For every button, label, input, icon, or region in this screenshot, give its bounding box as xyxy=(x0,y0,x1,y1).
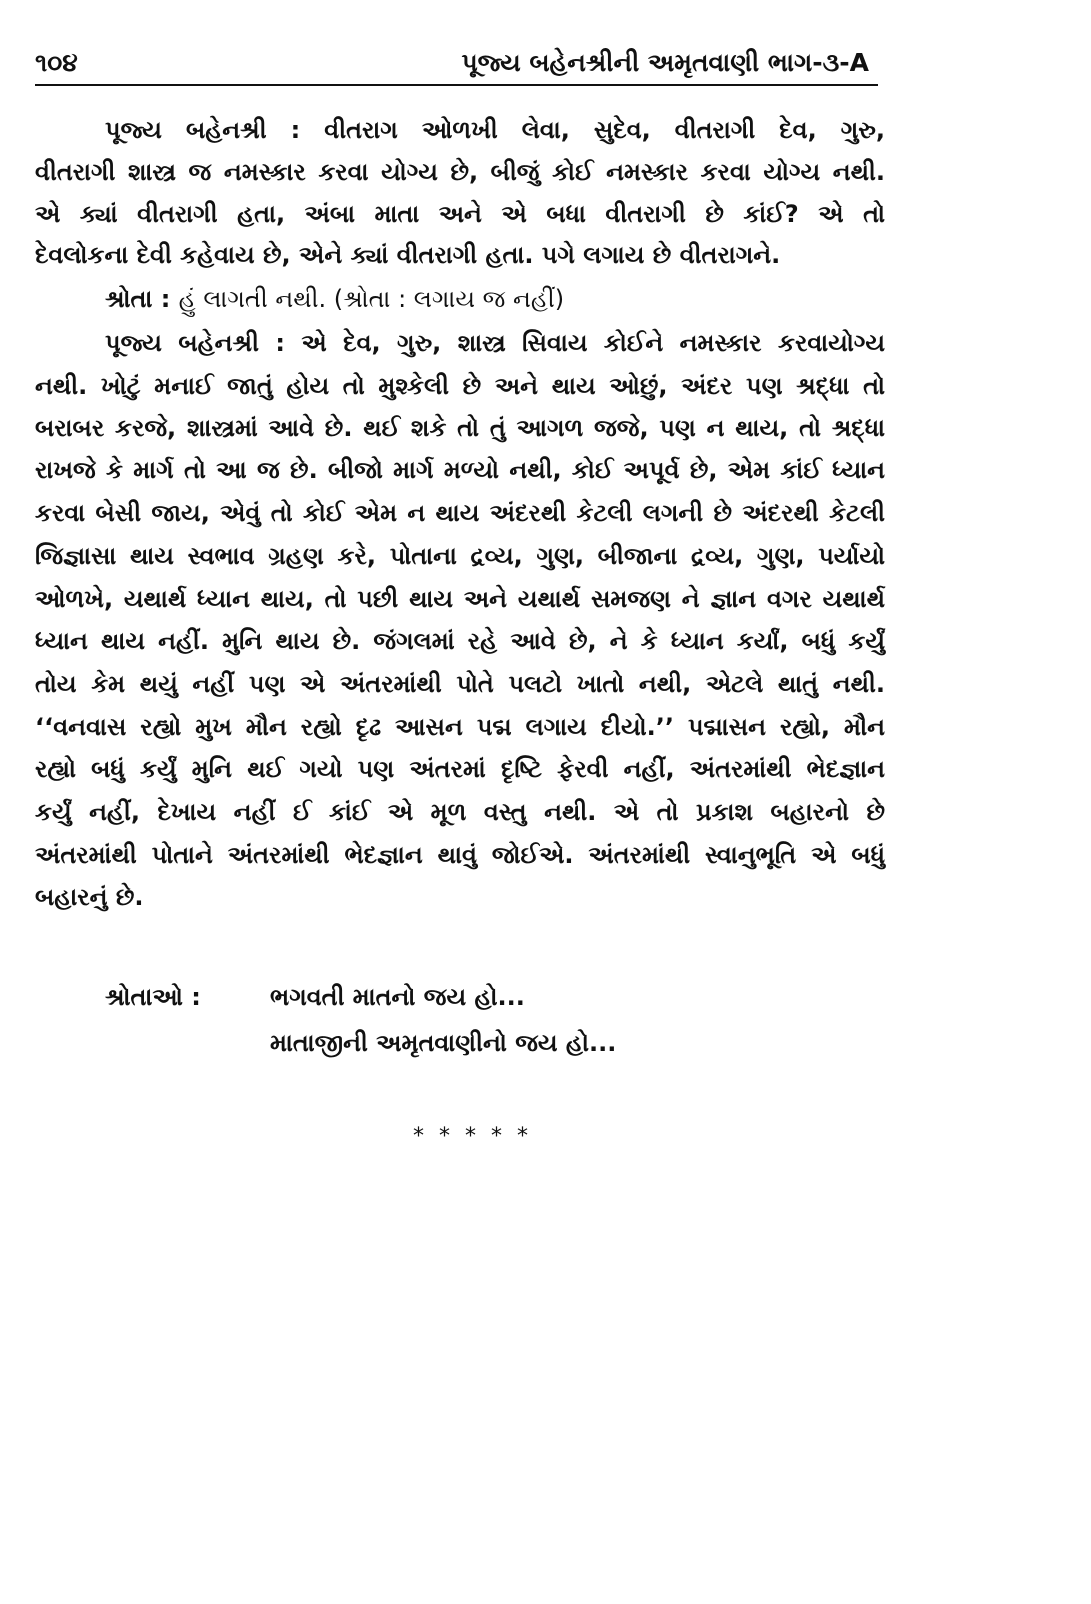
text-line: બહારનું છે. xyxy=(35,883,144,911)
text-line: રહ્યો બધું કર્યું મુનિ થઈ ગયો પણ અંતરમાં દૃષ્ટિ ફેરવી નહીં, અંતરમાંથી ભેદજ્ઞાન xyxy=(35,755,885,783)
text-line: રાખજે કે માર્ગ તો આ જ છે. બીજો માર્ગ મળ્યો નથી, કોઈ અપૂર્વ છે, એમ કાંઈ ધ્યાન xyxy=(35,456,885,484)
speaker-label: પૂજ્ય બહેનશ્રી : xyxy=(105,116,301,144)
text-line: ઓળખે, યથાર્થ ધ્યાન થાય, તો પછી થાય અને યથાર્થ સમજણ ને જ્ઞાન વગર યથાર્થ xyxy=(35,585,885,613)
text-line: નથી. ખોટું મનાઈ જાતું હોય તો મુશ્કેલી છે અને થાય ઓછું, અંદર પણ શ્રદ્ધા તો xyxy=(35,372,885,400)
text-line: તોય કેમ થયું નહીં પણ એ અંતરમાંથી પોતે પલટો ખાતો નથી, એટલે થાતું નથી. xyxy=(35,670,885,698)
page-number: ૧૦૪ xyxy=(35,48,78,77)
listener-line: શ્રોતા : હું લાગતી નથી. (શ્રોતા : લગાય જ નહીં) xyxy=(105,285,565,313)
text-line: ધ્યાન થાય નહીં. મુનિ થાય છે. જંગલમાં રહે આવે છે, ને કે ધ્યાન કર્યાં, બધું કર્યું xyxy=(35,627,885,655)
section-end-stars: * * * * * xyxy=(413,1124,532,1149)
closing-speaker: શ્રોતાઓ : xyxy=(105,983,201,1011)
closing-lines xyxy=(270,981,616,1073)
text-line: કર્યું નહીં, દેખાય નહીં ઈ કાંઈ એ મૂળ વસ્તુ નથી. એ તો પ્રકાશ બહારનો છે xyxy=(35,798,885,826)
text-line: જિજ્ઞાસા થાય સ્વભાવ ગ્રહણ કરે, પોતાના દ્રવ્ય, ગુણ, બીજાના દ્રવ્ય, ગુણ, પર્યાયો xyxy=(35,542,885,570)
header-rule xyxy=(35,84,878,86)
text-line: કરવા બેસી જાય, એવું તો કોઈ એમ ન થાય અંદરથી કેટલી લગની છે અંદરથી કેટલી xyxy=(35,499,885,527)
text-line: પૂજ્ય બહેનશ્રી : એ દેવ, ગુરુ, શાસ્ત્ર સિવાય કોઈને નમસ્કાર કરવાયોગ્ય xyxy=(105,329,885,357)
closing-block xyxy=(105,981,616,1073)
speaker-label: પૂજ્ય બહેનશ્રી : xyxy=(105,329,285,357)
running-title: પૂજ્ય બહેનશ્રીની અમૃતવાણી ભાગ-૩-A xyxy=(461,48,869,77)
text-line: એ ક્યાં વીતરાગી હતા, અંબા માતા અને એ બધા વીતરાગી છે કાંઈ? એ તો xyxy=(35,200,885,228)
closing-line: ભગવતી માતનો જય હો... xyxy=(270,983,525,1011)
speaker-label: શ્રોતા : xyxy=(105,285,171,313)
text-line: બરાબર કરજે, શાસ્ત્રમાં આવે છે. થઈ શકે તો તું આગળ જજે, પણ ન થાય, તો શ્રદ્ધા xyxy=(35,414,885,442)
text-line: ‘‘વનવાસ રહ્યો મુખ મૌન રહ્યો દૃઢ આસન પદ્મ લગાય દીયો.’’ પદ્માસન રહ્યો, મૌન xyxy=(35,713,885,741)
text-line: અંતરમાંથી પોતાને અંતરમાંથી ભેદજ્ઞાન થાવું જોઈએ. અંતરમાંથી સ્વાનુભૂતિ એ બધું xyxy=(35,841,885,869)
text-line: દેવલોકના દેવી કહેવાય છે, એને ક્યાં વીતરાગી હતા. પગે લગાય છે વીતરાગને. xyxy=(35,241,781,269)
text-line: વીતરાગી શાસ્ત્ર જ નમસ્કાર કરવા યોગ્ય છે, બીજું કોઈ નમસ્કાર કરવા યોગ્ય નથી. xyxy=(35,158,885,186)
closing-line: માતાજીની અમૃતવાણીનો જય હો... xyxy=(270,1029,617,1057)
text-line: પૂજ્ય બહેનશ્રી : વીતરાગ ઓળખી લેવા, સુદેવ, વીતરાગી દેવ, ગુરુ, xyxy=(105,116,885,144)
